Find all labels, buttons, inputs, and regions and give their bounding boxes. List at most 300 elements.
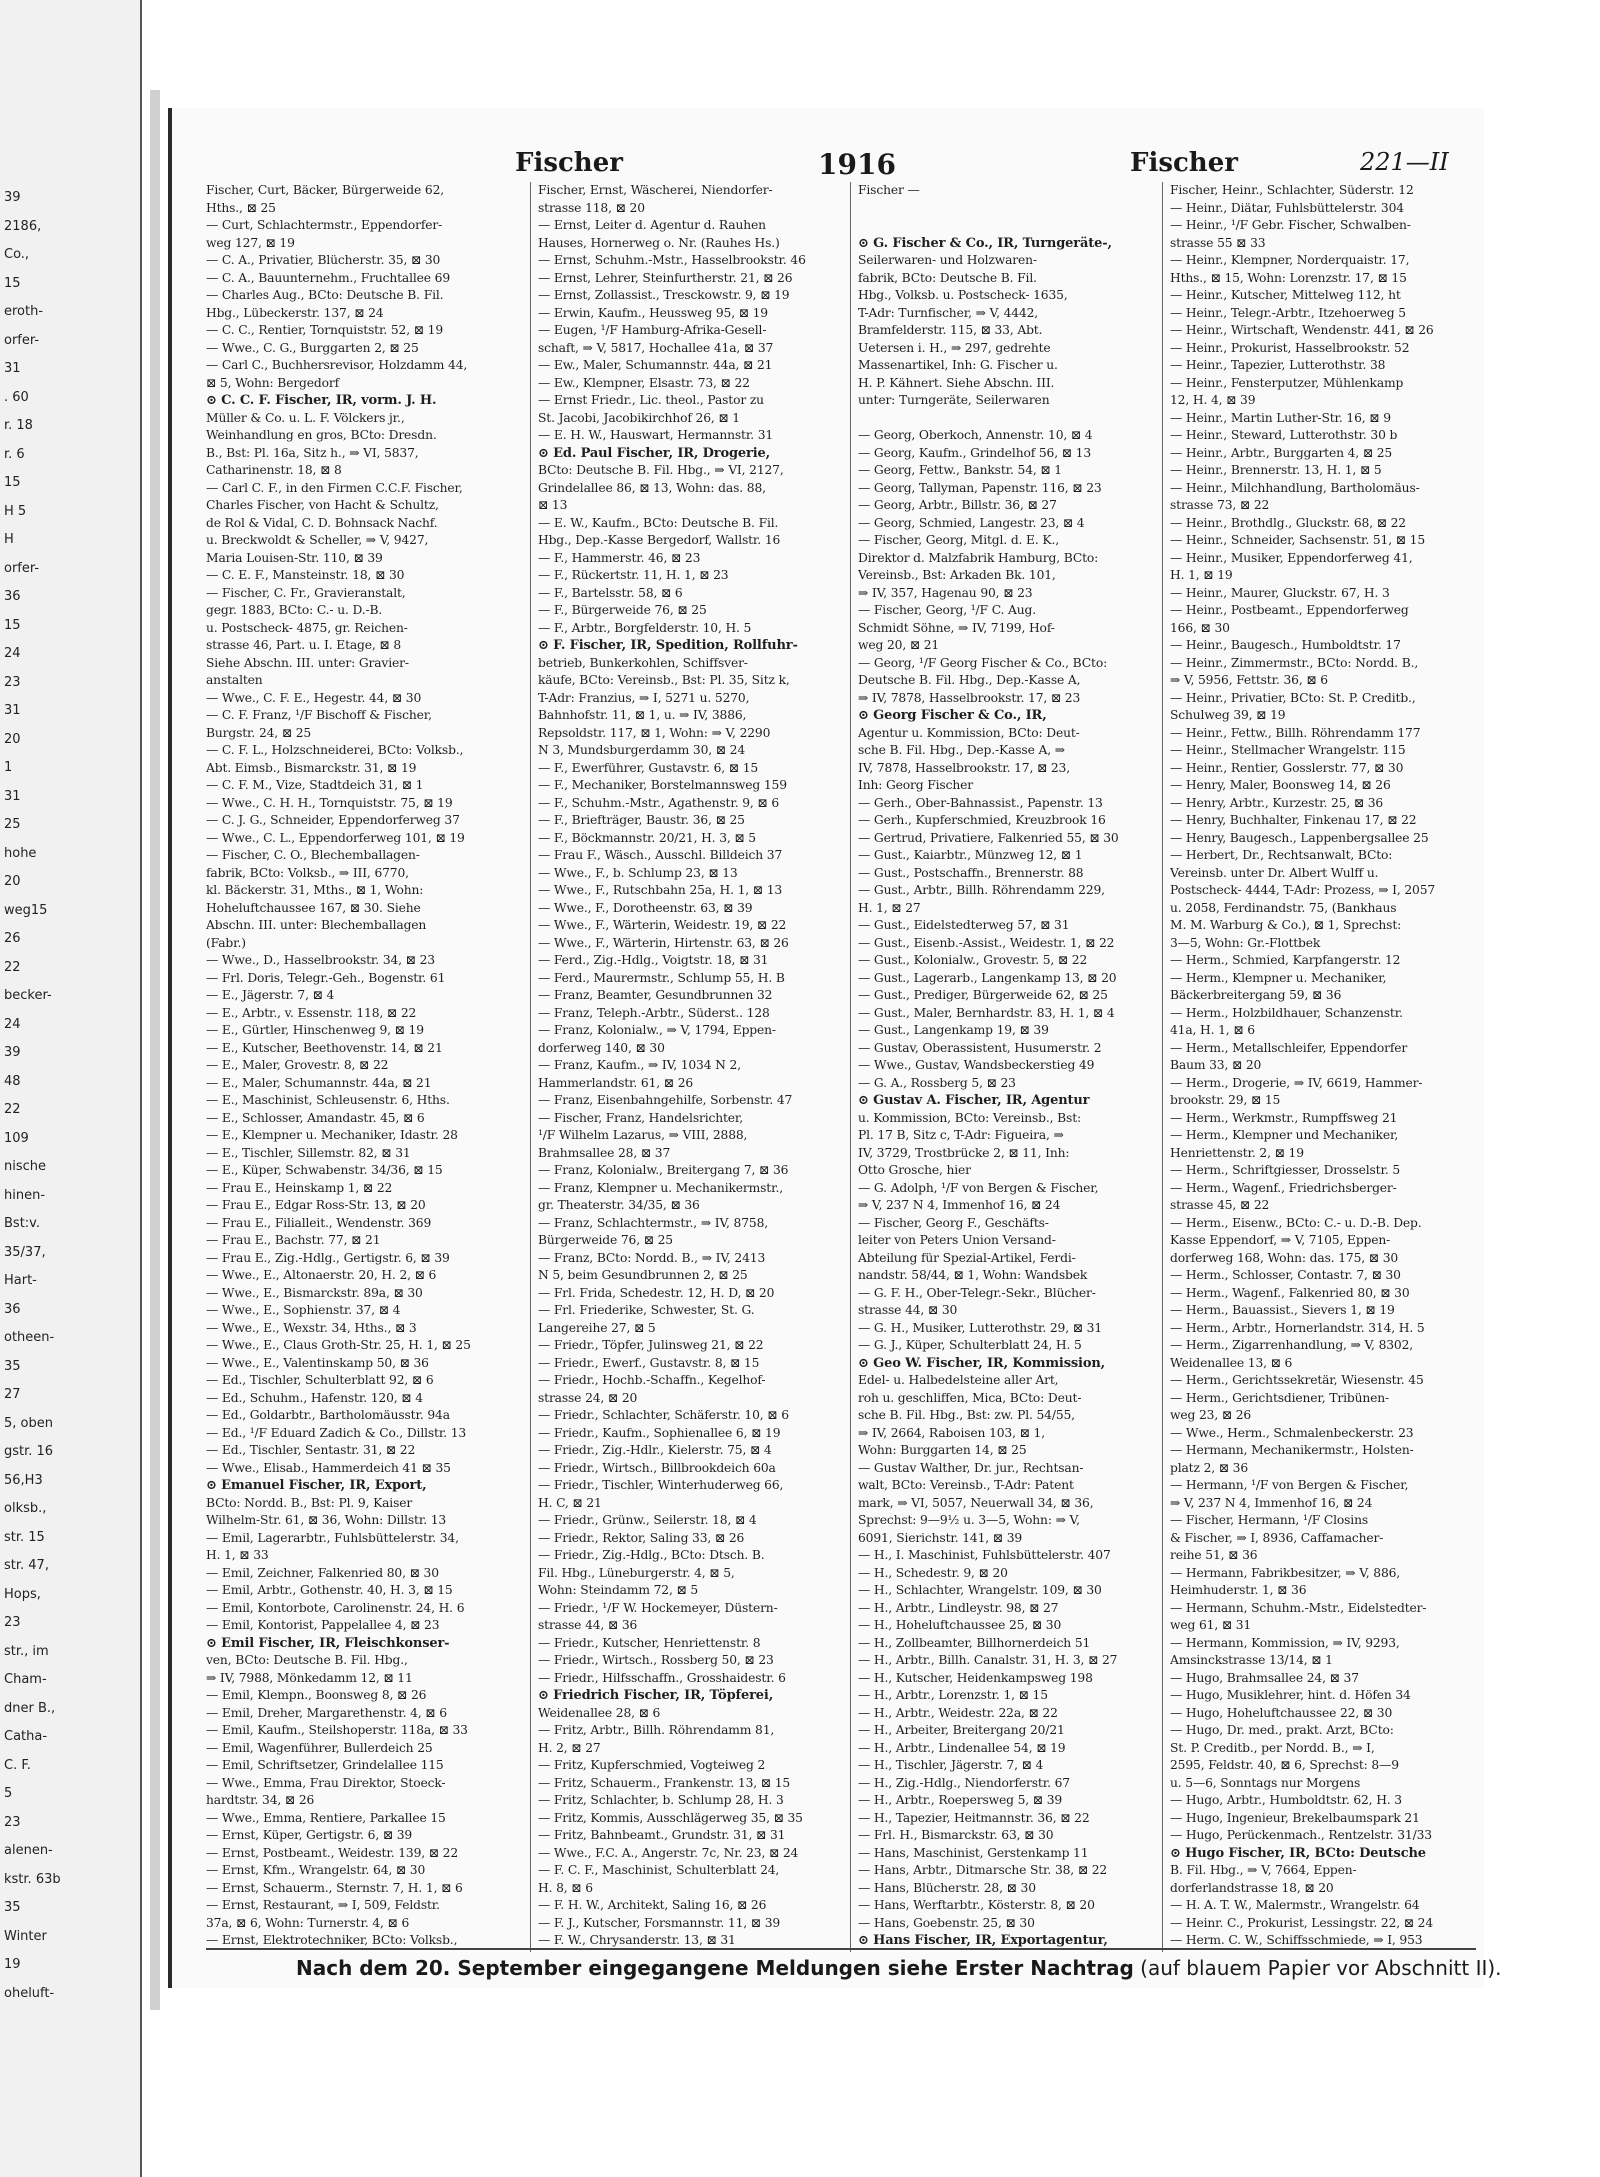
directory-entry-line: Maria Louisen-Str. 110, ⊠ 39 bbox=[206, 550, 383, 565]
directory-column-2 bbox=[538, 182, 843, 1952]
directory-entry-line: — Friedr., Schlachter, Schäferstr. 10, ⊠ 6 bbox=[538, 1408, 789, 1422]
directory-entry-line: — Gust., Kaiarbtr., Münzweg 12, ⊠ 1 bbox=[858, 848, 1083, 862]
directory-entry-line: H. 8, ⊠ 6 bbox=[538, 1880, 593, 1895]
directory-entry-line: — E. H. W., Hauswart, Hermannstr. 31 bbox=[538, 428, 774, 442]
directory-entry-line: — Ew., Maler, Schumannstr. 44a, ⊠ 21 bbox=[538, 358, 773, 372]
bleed-text: 25 bbox=[4, 817, 21, 832]
bleed-text: 36 bbox=[4, 589, 21, 604]
column-divider bbox=[530, 182, 531, 1952]
bleed-text: Bst:v. bbox=[4, 1216, 40, 1231]
bleed-text: 24 bbox=[4, 646, 21, 661]
directory-entry-line bbox=[858, 200, 1163, 218]
directory-entry-line: — Friedr., Töpfer, Julinsweg 21, ⊠ 22 bbox=[538, 1338, 764, 1352]
directory-entry-line: — Heinr., Zimmermstr., BCto: Nordd. B., bbox=[1170, 655, 1419, 670]
directory-entry-line: Heimhuderstr. 1, ⊠ 36 bbox=[1170, 1583, 1307, 1597]
bleed-text: 22 bbox=[4, 959, 21, 975]
directory-entry-line: N 3, Mundsburgerdamm 30, ⊠ 24 bbox=[538, 743, 746, 757]
bleed-text: 48 bbox=[4, 1073, 21, 1089]
directory-entry-line: — Herm., Drogerie, ⇒ IV, 6619, Hammer- bbox=[1170, 1075, 1423, 1090]
directory-entry-line: — Frl. Frida, Schedestr. 12, H. D, ⊠ 20 bbox=[538, 1285, 775, 1300]
directory-entry-line: — Fischer, C. Fr., Gravieranstalt, bbox=[206, 585, 406, 600]
directory-entry-line: — Herm., Wagenf., Falkenried 80, ⊠ 30 bbox=[1170, 1285, 1410, 1300]
directory-entry-line: — Ernst, Zollassist., Tresckowstr. 9, ⊠ 19 bbox=[538, 288, 790, 302]
directory-entry-line: — Ernst, Schauerm., Sternstr. 7, H. 1, ⊠ 6 bbox=[206, 1880, 463, 1895]
directory-entry-line: Abteilung für Spezial-Artikel, Ferdi- bbox=[858, 1250, 1076, 1265]
directory-entry-line: — Henry, Maler, Boonsweg 14, ⊠ 26 bbox=[1170, 778, 1391, 792]
directory-entry-line: — Ferd., Maurermstr., Schlump 55, H. B bbox=[538, 970, 785, 985]
directory-entry-line: weg 23, ⊠ 26 bbox=[1170, 1408, 1252, 1422]
directory-entry-line: — Wwe., Gustav, Wandsbeckerstieg 49 bbox=[858, 1058, 1095, 1072]
directory-entry-line: — Herm., Gerichtssekretär, Wiesenstr. 45 bbox=[1170, 1373, 1424, 1387]
directory-entry-line: strasse 45, ⊠ 22 bbox=[1170, 1198, 1270, 1212]
directory-entry-line: — Herm., Werkmstr., Rumpffsweg 21 bbox=[1170, 1110, 1398, 1125]
directory-entry-line: — Emil, Klempn., Boonsweg 8, ⊠ 26 bbox=[206, 1688, 427, 1702]
directory-entry-line: — C. A., Privatier, Blücherstr. 35, ⊠ 30 bbox=[206, 253, 441, 267]
directory-entry-line: dorferweg 140, ⊠ 30 bbox=[538, 1040, 665, 1055]
directory-entry-line: — Hans, Blücherstr. 28, ⊠ 30 bbox=[858, 1880, 1036, 1895]
directory-entry-line: roh u. geschliffen, Mica, BCto: Deut- bbox=[858, 1390, 1082, 1405]
bleed-text: 15 bbox=[4, 275, 21, 291]
directory-entry-line: — Wwe., C. H. H., Tornquiststr. 75, ⊠ 19 bbox=[206, 795, 453, 810]
directory-entry-line: ⊙ F. Fischer, IR, Spedition, Rollfuhr- bbox=[538, 638, 798, 653]
directory-entry-line: Weinhandlung en gros, BCto: Dresdn. bbox=[206, 428, 437, 442]
directory-entry-line: Uetersen i. H., ⇒ 297, gedrehte bbox=[858, 340, 1051, 355]
directory-entry-line: — Heinr., Klempner, Norderquaistr. 17, bbox=[1170, 253, 1410, 267]
directory-entry-line: — E. W., Kaufm., BCto: Deutsche B. Fil. bbox=[538, 515, 779, 530]
directory-entry-line: — Emil, Lagerarbtr., Fuhlsbüttelerstr. 34, bbox=[206, 1530, 459, 1545]
directory-entry-line: käufe, BCto: Vereinsb., Bst: Pl. 35, Sitz k, bbox=[538, 673, 790, 687]
bleed-text: 15 bbox=[4, 475, 21, 490]
page-gutter bbox=[150, 90, 160, 2010]
bleed-text: C. F. bbox=[4, 1757, 31, 1773]
directory-entry-line: Hbg., Volksb. u. Postscheck- 1635, bbox=[858, 288, 1068, 302]
directory-entry-line: B. Fil. Hbg., ⇒ V, 7664, Eppen- bbox=[1170, 1863, 1357, 1877]
directory-entry-line: — Frau E., Heinskamp 1, ⊠ 22 bbox=[206, 1180, 393, 1195]
directory-entry-line: — Gust., Kolonialw., Grovestr. 5, ⊠ 22 bbox=[858, 953, 1088, 967]
running-header-year: 1916 bbox=[818, 148, 896, 181]
bleed-text: eroth- bbox=[4, 304, 44, 319]
directory-entry-line: — C. F. Franz, ¹/F Bischoff & Fischer, bbox=[206, 708, 432, 722]
directory-entry-line: strasse 44, ⊠ 30 bbox=[858, 1303, 958, 1317]
directory-entry-line: — Herm., Metallschleifer, Eppendorfer bbox=[1170, 1040, 1408, 1055]
bleed-text: 35/37, bbox=[4, 1244, 46, 1260]
directory-entry-line: ven, BCto: Deutsche B. Fil. Hbg., bbox=[206, 1653, 408, 1667]
directory-entry-line: — Friedr., Grünw., Seilerstr. 18, ⊠ 4 bbox=[538, 1513, 757, 1527]
directory-entry-line: fabrik, BCto: Volksb., ⇒ III, 6770, bbox=[206, 865, 409, 880]
bleed-text: hohe bbox=[4, 845, 37, 861]
directory-entry-line: ⊙ Georg Fischer & Co., IR, bbox=[858, 708, 1047, 723]
directory-entry-line: — Franz, Schlachtermstr., ⇒ IV, 8758, bbox=[538, 1215, 768, 1230]
directory-entry-line: sche B. Fil. Hbg., Bst: zw. Pl. 54/55, bbox=[858, 1408, 1075, 1422]
directory-entry-line: — F., Mechaniker, Borstelmannsweg 159 bbox=[538, 778, 787, 792]
directory-entry-line: — Georg, Arbtr., Billstr. 36, ⊠ 27 bbox=[858, 498, 1057, 512]
directory-entry-line: N 5, beim Gesundbrunnen 2, ⊠ 25 bbox=[538, 1268, 748, 1282]
directory-entry-line: T-Adr: Franzius, ⇒ I, 5271 u. 5270, bbox=[538, 690, 750, 705]
bleed-text: 1 bbox=[4, 760, 13, 775]
directory-entry-line: leiter von Peters Union Versand- bbox=[858, 1233, 1056, 1247]
directory-entry-line: — Wwe., Herm., Schmalenbeckerstr. 23 bbox=[1170, 1425, 1414, 1440]
directory-entry-line: — Georg, Kaufm., Grindelhof 56, ⊠ 13 bbox=[858, 445, 1091, 460]
directory-entry-line: ¹/F Wilhelm Lazarus, ⇒ VIII, 2888, bbox=[538, 1128, 748, 1142]
bleed-text: 22 bbox=[4, 1102, 21, 1117]
directory-entry-line: Grindelallee 86, ⊠ 13, Wohn: das. 88, bbox=[538, 480, 766, 495]
directory-entry-line: — Franz, Teleph.-Arbtr., Süderst.. 128 bbox=[538, 1005, 770, 1020]
directory-entry-line: — C. J. G., Schneider, Eppendorferweg 37 bbox=[206, 813, 460, 827]
directory-entry-line: — Heinr., Musiker, Eppendorferweg 41, bbox=[1170, 550, 1413, 565]
directory-entry-line: strasse 73, ⊠ 22 bbox=[1170, 498, 1270, 512]
directory-entry-line: — Wwe., F.C. A., Angerstr. 7c, Nr. 23, ⊠ 24 bbox=[538, 1845, 799, 1860]
directory-entry-line: — Gust., Langenkamp 19, ⊠ 39 bbox=[858, 1023, 1049, 1037]
directory-entry-line: dorferlandstrasse 18, ⊠ 20 bbox=[1170, 1880, 1334, 1895]
directory-entry-line: kl. Bäckerstr. 31, Mths., ⊠ 1, Wohn: bbox=[206, 883, 424, 897]
directory-entry-line: Fischer, Heinr., Schlachter, Süderstr. 12 bbox=[1170, 183, 1414, 197]
directory-entry-line: — G. H., Musiker, Lutterothstr. 29, ⊠ 31 bbox=[858, 1320, 1102, 1335]
directory-entry-line: — Wwe., C. L., Eppendorferweg 101, ⊠ 19 bbox=[206, 830, 465, 845]
directory-entry-line: betrieb, Bunkerkohlen, Schiffsver- bbox=[538, 655, 748, 670]
directory-entry-line: — Henry, Arbtr., Kurzestr. 25, ⊠ 36 bbox=[1170, 795, 1384, 810]
directory-entry-line: — Gertrud, Privatiere, Falkenried 55, ⊠ 30 bbox=[858, 830, 1119, 845]
directory-entry-line: Fischer, Ernst, Wäscherei, Niendorfer- bbox=[538, 183, 773, 197]
directory-entry-line: — F., Hammerstr. 46, ⊠ 23 bbox=[538, 550, 701, 565]
bleed-text: 20 bbox=[4, 874, 21, 889]
directory-entry-line: IV, 7878, Hasselbrookstr. 17, ⊠ 23, bbox=[858, 760, 1070, 775]
bleed-text: Hart- bbox=[4, 1273, 37, 1288]
directory-entry-line: — Wwe., E., Altonaerstr. 20, H. 2, ⊠ 6 bbox=[206, 1268, 437, 1282]
bleed-text: dner B., bbox=[4, 1700, 56, 1716]
footer-divider bbox=[206, 1948, 1476, 1950]
directory-entry-line: — Frl. Friederike, Schwester, St. G. bbox=[538, 1303, 755, 1317]
directory-entry-line: — Heinr., Martin Luther-Str. 16, ⊠ 9 bbox=[1170, 410, 1391, 425]
directory-entry-line: — Ed., ¹/F Eduard Zadich & Co., Dillstr. 13 bbox=[206, 1425, 467, 1440]
directory-entry-line: — Gust., Lagerarb., Langenkamp 13, ⊠ 20 bbox=[858, 970, 1117, 985]
directory-entry-line: — Ed., Tischler, Sentastr. 31, ⊠ 22 bbox=[206, 1443, 416, 1457]
directory-entry-line: — Herm., Bauassist., Sievers 1, ⊠ 19 bbox=[1170, 1303, 1395, 1317]
directory-entry-line: Abt. Eimsb., Bismarckstr. 31, ⊠ 19 bbox=[206, 760, 417, 775]
directory-entry-line: — Carl C., Buchhersrevisor, Holzdamm 44, bbox=[206, 358, 468, 372]
directory-entry-line: — Wwe., Emma, Frau Direktor, Stoeck- bbox=[206, 1775, 446, 1790]
directory-entry-line: — Gustav, Oberassistent, Husumerstr. 2 bbox=[858, 1040, 1102, 1055]
directory-entry-line: — Fischer, C. O., Blechemballagen- bbox=[206, 848, 420, 862]
directory-entry-line: — Fritz, Arbtr., Billh. Röhrendamm 81, bbox=[538, 1723, 775, 1737]
directory-entry-line: — Wwe., F., Wärterin, Hirtenstr. 63, ⊠ 26 bbox=[538, 935, 789, 950]
directory-entry-line: — Wwe., F., Rutschbahn 25a, H. 1, ⊠ 13 bbox=[538, 883, 783, 897]
directory-entry-line: — Ernst, Kfm., Wrangelstr. 64, ⊠ 30 bbox=[206, 1863, 426, 1877]
bleed-text: 5 bbox=[4, 1786, 13, 1801]
directory-entry-line: Henriettenstr. 2, ⊠ 19 bbox=[1170, 1145, 1304, 1160]
directory-entry-line: 2595, Feldstr. 40, ⊠ 6, Sprechst: 8—9 bbox=[1170, 1758, 1399, 1772]
directory-entry-line: ⇒ V, 5956, Fettstr. 36, ⊠ 6 bbox=[1170, 673, 1328, 687]
bleed-text: 23 bbox=[4, 1814, 21, 1830]
directory-entry-line: — Ernst, Schuhm.-Mstr., Hasselbrookstr. 46 bbox=[538, 253, 806, 267]
bleed-text: nische bbox=[4, 1159, 47, 1174]
directory-entry-line: — Wwe., Emma, Rentiere, Parkallee 15 bbox=[206, 1810, 446, 1825]
directory-entry-line: H. 1, ⊠ 33 bbox=[206, 1548, 269, 1562]
directory-entry-line: — Heinr., Telegr.-Arbtr., Itzehoerweg 5 bbox=[1170, 305, 1406, 320]
directory-entry-line: — Franz, Eisenbahngehilfe, Sorbenstr. 47 bbox=[538, 1093, 793, 1107]
directory-entry-line: St. P. Creditb., per Nordd. B., ⇒ I, bbox=[1170, 1740, 1375, 1755]
directory-entry-line: — Curt, Schlachtermstr., Eppendorfer- bbox=[206, 218, 443, 232]
directory-entry-line: — F. H. W., Architekt, Saling 16, ⊠ 26 bbox=[538, 1898, 767, 1912]
directory-entry-line: — Wwe., E., Claus Groth-Str. 25, H. 1, ⊠ 25 bbox=[206, 1338, 471, 1352]
directory-entry-line: schaft, ⇒ V, 5817, Hochallee 41a, ⊠ 37 bbox=[538, 340, 774, 355]
directory-entry-line: — Hugo, Brahmsallee 24, ⊠ 37 bbox=[1170, 1670, 1359, 1685]
directory-entry-line: — Wwe., C. G., Burggarten 2, ⊠ 25 bbox=[206, 340, 419, 355]
directory-entry-line: Vereinsb. unter Dr. Albert Wulff u. bbox=[1170, 865, 1379, 880]
directory-entry-line: — Heinr. C., Prokurist, Lessingstr. 22, ⊠ 24 bbox=[1170, 1915, 1434, 1930]
directory-entry-line: Hths., ⊠ 25 bbox=[206, 200, 276, 215]
directory-entry-line: — Gust., Eidelstedterweg 57, ⊠ 31 bbox=[858, 918, 1070, 932]
directory-entry-line: — Heinr., ¹/F Gebr. Fischer, Schwalben- bbox=[1170, 218, 1411, 232]
bleed-text: str., im bbox=[4, 1643, 49, 1659]
directory-entry-line: 37a, ⊠ 6, Wohn: Turnerstr. 4, ⊠ 6 bbox=[206, 1915, 410, 1930]
directory-entry-line: Brahmsallee 28, ⊠ 37 bbox=[538, 1145, 671, 1160]
directory-entry-line: — Gerh., Ober-Bahnassist., Papenstr. 13 bbox=[858, 795, 1103, 810]
directory-entry-line: — Ferd., Zig.-Hdlg., Voigtstr. 18, ⊠ 31 bbox=[538, 953, 769, 967]
directory-entry-line: Weidenallee 13, ⊠ 6 bbox=[1170, 1355, 1293, 1370]
directory-entry-line: anstalten bbox=[206, 673, 263, 687]
directory-entry-line: — Georg, Tallyman, Papenstr. 116, ⊠ 23 bbox=[858, 480, 1102, 495]
directory-entry-line: strasse 46, Part. u. I. Etage, ⊠ 8 bbox=[206, 638, 401, 652]
directory-entry-line: — Hermann, Kommission, ⇒ IV, 9293, bbox=[1170, 1635, 1400, 1650]
directory-entry-line: — Hugo, Ingenieur, Brekelbaumspark 21 bbox=[1170, 1810, 1420, 1825]
bleed-text: 35 bbox=[4, 1900, 21, 1915]
directory-entry-line: — H. A. T. W., Malermstr., Wrangelstr. 64 bbox=[1170, 1898, 1420, 1912]
directory-entry-line: sche B. Fil. Hbg., Dep.-Kasse A, ⇒ bbox=[858, 743, 1065, 757]
bleed-text: 15 bbox=[4, 617, 21, 633]
directory-entry-line: weg 20, ⊠ 21 bbox=[858, 638, 940, 652]
directory-entry-line: BCto: Nordd. B., Bst: Pl. 9, Kaiser bbox=[206, 1495, 413, 1510]
directory-entry-line: — Heinr., Rentier, Gosslerstr. 77, ⊠ 30 bbox=[1170, 760, 1404, 775]
directory-entry-line: Wohn: Burggarten 14, ⊠ 25 bbox=[858, 1443, 1027, 1457]
directory-entry-line: — Georg, Fettw., Bankstr. 54, ⊠ 1 bbox=[858, 463, 1062, 477]
directory-entry-line: IV, 3729, Trostbrücke 2, ⊠ 11, Inh: bbox=[858, 1145, 1070, 1160]
directory-entry-line: — Hans, Werftarbtr., Kösterstr. 8, ⊠ 20 bbox=[858, 1898, 1095, 1912]
directory-entry-line: — Hugo, Hoheluftchaussee 22, ⊠ 30 bbox=[1170, 1705, 1393, 1720]
bleed-text: H bbox=[4, 532, 14, 547]
directory-entry-line: Baum 33, ⊠ 20 bbox=[1170, 1058, 1262, 1072]
directory-entry-line: ⊙ Emil Fischer, IR, Fleischkonser- bbox=[206, 1635, 450, 1651]
directory-entry-line: — Emil, Wagenführer, Bullerdeich 25 bbox=[206, 1740, 433, 1755]
directory-entry-line: — Heinr., Arbtr., Burggarten 4, ⊠ 25 bbox=[1170, 445, 1393, 460]
directory-entry-line: — E., Gürtler, Hinschenweg 9, ⊠ 19 bbox=[206, 1023, 424, 1037]
directory-entry-line: Catharinenstr. 18, ⊠ 8 bbox=[206, 463, 342, 477]
bleed-text: 31 bbox=[4, 703, 21, 718]
directory-entry-line: — Ernst, Lehrer, Steinfurtherstr. 21, ⊠ 26 bbox=[538, 270, 793, 285]
directory-entry-line: Agentur u. Kommission, BCto: Deut- bbox=[858, 725, 1080, 740]
directory-entry-line: — F., Bartelsstr. 58, ⊠ 6 bbox=[538, 585, 683, 600]
directory-entry-line: — H., Schlachter, Wrangelstr. 109, ⊠ 30 bbox=[858, 1583, 1102, 1597]
directory-entry-line: — Hugo, Dr. med., prakt. Arzt, BCto: bbox=[1170, 1723, 1394, 1737]
directory-entry-line: — Friedr., Kaufm., Sophienallee 6, ⊠ 19 bbox=[538, 1425, 781, 1440]
directory-entry-line: — C. A., Bauunternehm., Fruchtallee 69 bbox=[206, 270, 451, 285]
directory-entry-line: — Fritz, Kupferschmied, Vogteiweg 2 bbox=[538, 1758, 766, 1772]
directory-entry-line: — F., Schuhm.-Mstr., Agathenstr. 9, ⊠ 6 bbox=[538, 795, 780, 810]
footer-note-normal: (auf blauem Papier vor Abschnitt II). bbox=[1140, 1956, 1502, 1980]
directory-entry-line: — F., Ewerführer, Gustavstr. 6, ⊠ 15 bbox=[538, 760, 759, 775]
directory-entry-line: — Heinr., Fensterputzer, Mühlenkamp bbox=[1170, 375, 1404, 390]
directory-entry-line: Bramfelderstr. 115, ⊠ 33, Abt. bbox=[858, 323, 1043, 337]
directory-entry-line: — Wwe., D., Hasselbrookstr. 34, ⊠ 23 bbox=[206, 953, 435, 967]
bleed-text: alenen- bbox=[4, 1843, 53, 1858]
directory-entry-line: — Wwe., F., Dorotheenstr. 63, ⊠ 39 bbox=[538, 900, 753, 915]
directory-entry-line: — Ed., Tischler, Schulterblatt 92, ⊠ 6 bbox=[206, 1373, 434, 1387]
bleed-text: 5, oben bbox=[4, 1415, 53, 1431]
directory-entry-line: — Emil, Arbtr., Gothenstr. 40, H. 3, ⊠ 15 bbox=[206, 1583, 453, 1597]
directory-entry-line: Schmidt Söhne, ⇒ IV, 7199, Hof- bbox=[858, 620, 1055, 635]
directory-entry-line: — Georg, ¹/F Georg Fischer & Co., BCto: bbox=[858, 655, 1108, 670]
directory-entry-line: — Henry, Baugesch., Lappenbergsallee 25 bbox=[1170, 830, 1429, 845]
directory-entry-line: — Frau F., Wäsch., Ausschl. Billdeich 37 bbox=[538, 848, 783, 862]
directory-entry-line: — Heinr., Milchhandlung, Bartholomäus- bbox=[1170, 480, 1420, 495]
directory-entry-line: — Gust., Arbtr., Billh. Röhrendamm 229, bbox=[858, 883, 1105, 897]
directory-entry-line: Deutsche B. Fil. Hbg., Dep.-Kasse A, bbox=[858, 673, 1081, 687]
bleed-text: 35 bbox=[4, 1358, 21, 1374]
directory-entry-line: — E., Klempner u. Mechaniker, Idastr. 28 bbox=[206, 1128, 458, 1142]
bleed-text: str. 47, bbox=[4, 1558, 49, 1573]
directory-entry-line: — Ew., Klempner, Elsastr. 73, ⊠ 22 bbox=[538, 375, 750, 390]
directory-entry-line: mark, ⇒ VI, 5057, Neuerwall 34, ⊠ 36, bbox=[858, 1495, 1094, 1510]
bleed-text: 36 bbox=[4, 1301, 21, 1317]
directory-entry-line: Hbg., Dep.-Kasse Bergedorf, Wallstr. 16 bbox=[538, 533, 781, 547]
directory-entry-line: — Franz, Kaufm., ⇒ IV, 1034 N 2, bbox=[538, 1058, 741, 1072]
bleed-text: becker- bbox=[4, 988, 52, 1003]
directory-entry-line: — Herm., Eisenw., BCto: C.- u. D.-B. Dep. bbox=[1170, 1215, 1422, 1230]
directory-entry-line: — Wwe., E., Bismarckstr. 89a, ⊠ 30 bbox=[206, 1285, 423, 1300]
directory-entry-line: ⊠ 13 bbox=[538, 498, 568, 512]
column-divider bbox=[850, 182, 851, 1952]
directory-entry-line: Weidenallee 28, ⊠ 6 bbox=[538, 1705, 661, 1720]
directory-column-3 bbox=[858, 182, 1163, 1952]
directory-entry-line: — H., Schedestr. 9, ⊠ 20 bbox=[858, 1565, 1008, 1580]
directory-entry-line: platz 2, ⊠ 36 bbox=[1170, 1460, 1249, 1475]
directory-entry-line: — Heinr., Brothdlg., Gluckstr. 68, ⊠ 22 bbox=[1170, 515, 1406, 530]
directory-entry-line: — Fischer, Georg, Mitgl. d. E. K., bbox=[858, 533, 1059, 547]
directory-entry-line: — Gustav Walther, Dr. jur., Rechtsan- bbox=[858, 1460, 1084, 1475]
directory-entry-line: — Heinr., Brennerstr. 13, H. 1, ⊠ 5 bbox=[1170, 463, 1382, 477]
directory-entry-line: ⇒ IV, 357, Hagenau 90, ⊠ 23 bbox=[858, 585, 1033, 600]
directory-entry-line: — F. J., Kutscher, Forsmannstr. 11, ⊠ 39 bbox=[538, 1915, 781, 1930]
bleed-text: 31 bbox=[4, 788, 21, 804]
directory-entry-line: ⇒ V, 237 N 4, Immenhof 16, ⊠ 24 bbox=[858, 1198, 1061, 1212]
directory-entry-line: BCto: Deutsche B. Fil. Hbg., ⇒ VI, 2127, bbox=[538, 463, 784, 477]
directory-entry-line: — Wwe., E., Wexstr. 34, Hths., ⊠ 3 bbox=[206, 1320, 417, 1335]
directory-entry-line: brookstr. 29, ⊠ 15 bbox=[1170, 1093, 1281, 1107]
directory-entry-line: — Wwe., F., Wärterin, Weidestr. 19, ⊠ 22 bbox=[538, 918, 787, 932]
directory-entry-line: — E., Maler, Schumannstr. 44a, ⊠ 21 bbox=[206, 1075, 432, 1090]
directory-entry-line: — Frau E., Bachstr. 77, ⊠ 21 bbox=[206, 1233, 381, 1247]
directory-entry-line: — Hans, Maschinist, Gerstenkamp 11 bbox=[858, 1845, 1089, 1860]
directory-entry-line: Kasse Eppendorf, ⇒ V, 7105, Eppen- bbox=[1170, 1233, 1391, 1247]
directory-entry-line: — Ernst, Leiter d. Agentur d. Rauhen bbox=[538, 218, 766, 232]
directory-entry-line: 166, ⊠ 30 bbox=[1170, 620, 1230, 635]
directory-entry-line: — Georg, Schmied, Langestr. 23, ⊠ 4 bbox=[858, 515, 1085, 530]
bleed-text: H 5 bbox=[4, 503, 27, 519]
directory-entry-line: H. 1, ⊠ 19 bbox=[1170, 568, 1233, 582]
directory-entry-line: ⇒ IV, 7878, Hasselbrookstr. 17, ⊠ 23 bbox=[858, 690, 1081, 705]
footer-note bbox=[296, 1956, 1502, 1980]
directory-entry-line: — Herm. C. W., Schiffsschmiede, ⇒ I, 953 bbox=[1170, 1933, 1423, 1947]
directory-entry-line: u. Kommission, BCto: Vereinsb., Bst: bbox=[858, 1110, 1081, 1125]
directory-entry-line: — Hans, Arbtr., Ditmarsche Str. 38, ⊠ 22 bbox=[858, 1863, 1108, 1877]
directory-entry-line: Fil. Hbg., Lüneburgerstr. 4, ⊠ 5, bbox=[538, 1565, 735, 1580]
directory-entry-line: — Heinr., Postbeamt., Eppendorferweg bbox=[1170, 603, 1409, 617]
directory-entry-line: hardtstr. 34, ⊠ 26 bbox=[206, 1793, 315, 1807]
directory-entry-line: — Hugo, Arbtr., Humboldtstr. 62, H. 3 bbox=[1170, 1793, 1402, 1807]
bleed-text: 20 bbox=[4, 731, 21, 747]
bleed-text: Cham- bbox=[4, 1672, 47, 1687]
bleed-text: 2186, bbox=[4, 218, 42, 234]
directory-entry-line: — Georg, Oberkoch, Annenstr. 10, ⊠ 4 bbox=[858, 428, 1093, 442]
directory-entry-line: — Franz, Kolonialw., ⇒ V, 1794, Eppen- bbox=[538, 1023, 776, 1037]
directory-entry-line: — Henry, Buchhalter, Finkenau 17, ⊠ 22 bbox=[1170, 813, 1417, 827]
directory-entry-line: — C. C., Rentier, Tornquiststr. 52, ⊠ 19 bbox=[206, 323, 443, 337]
directory-entry-line: — Heinr., Diätar, Fuhlsbüttelerstr. 304 bbox=[1170, 200, 1404, 215]
running-header-left: Fischer bbox=[515, 148, 623, 178]
directory-column-1 bbox=[206, 182, 511, 1952]
directory-entry-line: T-Adr: Turnfischer, ⇒ V, 4442, bbox=[858, 305, 1039, 320]
directory-entry-line: — G. A., Rossberg 5, ⊠ 23 bbox=[858, 1075, 1016, 1090]
bleed-text: kstr. 63b bbox=[4, 1871, 61, 1887]
directory-entry-line: — Eugen, ¹/F Hamburg-Afrika-Gesell- bbox=[538, 323, 767, 337]
directory-entry-line: — Franz, Klempner u. Mechanikermstr., bbox=[538, 1180, 783, 1195]
directory-entry-line: de Rol & Vidal, C. D. Bohnsack Nachf. bbox=[206, 515, 438, 530]
directory-entry-line: — Heinr., Wirtschaft, Wendenstr. 441, ⊠ 26 bbox=[1170, 323, 1434, 337]
directory-entry-line: — F., Bürgerweide 76, ⊠ 25 bbox=[538, 603, 707, 617]
directory-entry-line: — Fritz, Schauerm., Frankenstr. 13, ⊠ 15 bbox=[538, 1775, 791, 1790]
directory-entry-line: Otto Grosche, hier bbox=[858, 1163, 971, 1177]
directory-entry-line: — Herm., Zigarrenhandlung, ⇒ V, 8302, bbox=[1170, 1338, 1414, 1352]
directory-entry-line: & Fischer, ⇒ I, 8936, Caffamacher- bbox=[1170, 1530, 1384, 1545]
directory-entry-line: — Fritz, Schlachter, b. Schlump 28, H. 3 bbox=[538, 1793, 784, 1807]
directory-entry-line: — Friedr., ¹/F W. Hockemeyer, Düstern- bbox=[538, 1600, 778, 1615]
bleed-text: 39 bbox=[4, 1045, 21, 1060]
directory-entry-line: — E., Jägerstr. 7, ⊠ 4 bbox=[206, 988, 335, 1002]
directory-entry-line: — Heinr., Privatier, BCto: St. P. Creditb., bbox=[1170, 690, 1416, 705]
directory-entry-line: — Friedr., Hilfsschaffn., Grosshaidestr. 6 bbox=[538, 1670, 786, 1685]
directory-entry-line: — Gust., Prediger, Bürgerweide 62, ⊠ 25 bbox=[858, 988, 1108, 1002]
directory-entry-line: — F. C. F., Maschinist, Schulterblatt 24, bbox=[538, 1863, 780, 1877]
directory-entry-line: 41a, H. 1, ⊠ 6 bbox=[1170, 1023, 1255, 1037]
directory-entry-line: — Wwe., E., Valentinskamp 50, ⊠ 36 bbox=[206, 1355, 429, 1370]
directory-entry-line: — Gust., Maler, Bernhardstr. 83, H. 1, ⊠ 4 bbox=[858, 1005, 1115, 1020]
directory-entry-line: weg 127, ⊠ 19 bbox=[206, 235, 295, 250]
directory-entry-line: — Wwe., F., b. Schlump 23, ⊠ 13 bbox=[538, 865, 738, 880]
directory-entry-line: — Ernst, Küper, Gertigstr. 6, ⊠ 39 bbox=[206, 1828, 413, 1842]
directory-entry-line: 12, H. 4, ⊠ 39 bbox=[1170, 393, 1256, 407]
directory-entry-line: u. Postscheck- 4875, gr. Reichen- bbox=[206, 620, 408, 635]
directory-entry-line: — H., Arbtr., Lorenzstr. 1, ⊠ 15 bbox=[858, 1688, 1048, 1702]
directory-entry-line: — Heinr., Prokurist, Hasselbrookstr. 52 bbox=[1170, 340, 1410, 355]
directory-entry-line: — G. F. H., Ober-Telegr.-Sekr., Blücher- bbox=[858, 1285, 1096, 1300]
bleed-text: Catha- bbox=[4, 1729, 48, 1744]
directory-entry-line: ⊙ Friedrich Fischer, IR, Töpferei, bbox=[538, 1688, 774, 1703]
bleed-text: hinen- bbox=[4, 1187, 46, 1203]
running-header-right: Fischer bbox=[1130, 148, 1238, 178]
directory-entry-line: — Frl. H., Bismarckstr. 63, ⊠ 30 bbox=[858, 1828, 1054, 1842]
directory-entry-line: Postscheck- 4444, T-Adr: Prozess, ⇒ I, 2057 bbox=[1170, 883, 1436, 897]
directory-entry-line: — Heinr., Kutscher, Mittelweg 112, ht bbox=[1170, 288, 1401, 302]
directory-entry-line: ⇒ IV, 2664, Raboisen 103, ⊠ 1, bbox=[858, 1425, 1045, 1440]
directory-entry-line: — H., Tapezier, Heitmannstr. 36, ⊠ 22 bbox=[858, 1810, 1090, 1825]
directory-entry-line: Hauses, Hornerweg o. Nr. (Rauhes Hs.) bbox=[538, 235, 780, 250]
directory-entry-line: — Gust., Eisenb.-Assist., Weidestr. 1, ⊠ 22 bbox=[858, 935, 1115, 950]
directory-entry-line: — Frau E., Zig.-Hdlg., Gertigstr. 6, ⊠ 39 bbox=[206, 1250, 450, 1265]
directory-entry-line: — Emil, Kontorist, Pappelallee 4, ⊠ 23 bbox=[206, 1618, 440, 1632]
directory-entry-line: — E., Arbtr., v. Essenstr. 118, ⊠ 22 bbox=[206, 1005, 417, 1020]
directory-entry-line: strasse 24, ⊠ 20 bbox=[538, 1390, 638, 1405]
bleed-text: weg15 bbox=[4, 902, 48, 918]
directory-entry-line: Bürgerweide 76, ⊠ 25 bbox=[538, 1233, 673, 1247]
